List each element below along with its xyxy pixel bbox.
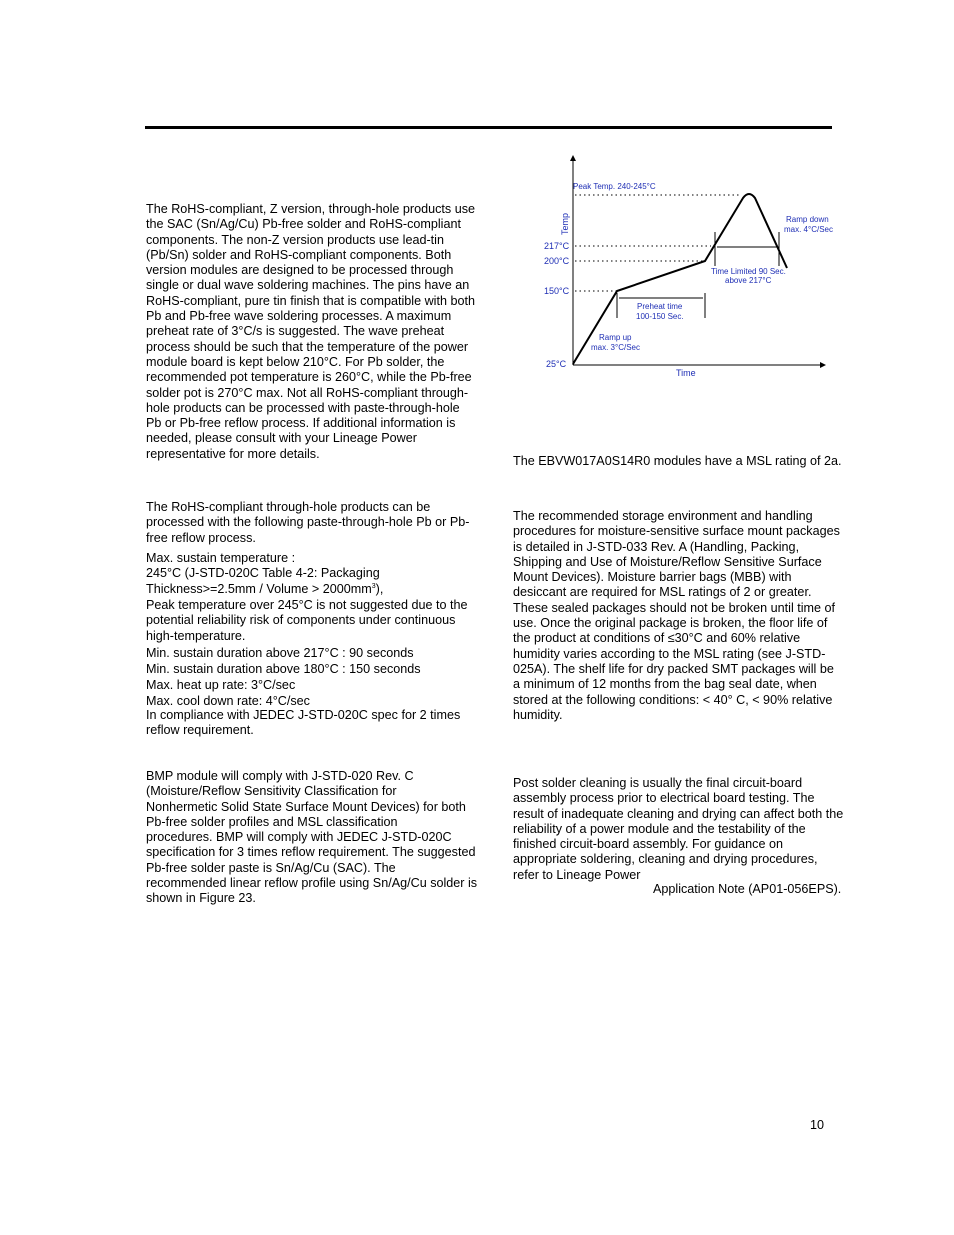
through-hole-paragraph bbox=[146, 202, 475, 462]
text-line: representative for more details. bbox=[146, 446, 320, 461]
jedec-note bbox=[146, 708, 460, 739]
text-line: shown in Figure 23. bbox=[146, 891, 256, 906]
text-line: The RoHS-compliant through-hole products can be bbox=[146, 500, 431, 514]
t150-label: 150°C bbox=[544, 286, 570, 296]
spec-list bbox=[146, 645, 421, 709]
text-line: recommended linear reflow profile using Sn/Ag/Cu solder is bbox=[146, 876, 478, 891]
text-line: finished circuit-board assembly. For guidance on bbox=[513, 837, 783, 852]
text-line: high-temperature. bbox=[146, 628, 246, 643]
text-line: Mount Devices). Moisture barrier bags (MBB) with bbox=[513, 570, 792, 585]
text-line: Shipping and Use of Moisture/Reflow Sensitive Surface bbox=[513, 554, 822, 569]
text-line: processed with the following paste-through-hole Pb or Pb- bbox=[146, 515, 470, 530]
text-line: use. Once the original package is broken, the floor life of bbox=[513, 616, 828, 631]
text-line: procedures for moisture-sensitive surface mount packages bbox=[513, 524, 840, 539]
sustain-value-line1: 245°C (J-STD-020C Table 4-2: Packaging bbox=[146, 566, 380, 581]
text-line: Pb or Pb-free reflow process. If additional information is bbox=[146, 416, 456, 431]
text-line: The RoHS-compliant, Z version, through-hole products use bbox=[146, 202, 475, 216]
spec-180: Min. sustain duration above 180°C : 150 seconds bbox=[146, 662, 421, 676]
msl-rating-paragraph: The EBVW017A0S14R0 modules have a MSL rating of 2a. bbox=[513, 454, 842, 468]
text-line: the SAC (Sn/Ag/Cu) Pb-free solder and RoHS-compliant bbox=[146, 217, 461, 232]
text-line: These sealed packages should not be broken until time of bbox=[513, 600, 836, 615]
text-line: Post solder cleaning is usually the final circuit-board bbox=[513, 776, 803, 790]
ramp-up-label-1: Ramp up bbox=[599, 333, 632, 342]
header-rule bbox=[145, 126, 832, 129]
text-line: hole products can be processed with paste-through-hole bbox=[146, 400, 460, 415]
text-line: Peak temperature over 245°C is not suggested due to the bbox=[146, 598, 468, 612]
peak-note bbox=[146, 598, 467, 644]
preheat-label-2: 100-150 Sec. bbox=[636, 312, 684, 321]
text-line: stored at the following conditions: < 40° C, < 90% relative bbox=[513, 692, 833, 707]
text-line: Nonhermetic Solid State Surface Mount Devices) for both bbox=[146, 799, 466, 814]
spec-heat: Max. heat up rate: 3°C/sec bbox=[146, 678, 296, 692]
bmp-paragraph bbox=[146, 769, 477, 907]
text-line: version modules are designed to be processed through bbox=[146, 263, 454, 278]
sustain-value-line2: Thickness>=2.5mm / Volume > $2000mm^3$), bbox=[146, 581, 384, 596]
cleaning-application-note: Application Note (AP01-056EPS). bbox=[653, 882, 842, 896]
text-line: (Pb/Sn) solder and RoHS-compliant components. Both bbox=[146, 247, 452, 262]
reflow-profile-figure bbox=[535, 150, 845, 382]
peak-temp-label: Peak Temp. 240-245°C bbox=[573, 182, 656, 191]
text-line: potential reliability risk of components under continuous bbox=[146, 613, 456, 628]
text-line: The recommended storage environment and handling bbox=[513, 509, 813, 523]
text-line: In compliance with JEDEC J-STD-020C spec for 2 times bbox=[146, 708, 461, 722]
text-line: BMP module will comply with J-STD-020 Rev. C bbox=[146, 769, 414, 783]
text-line: needed, please consult with your Lineage Power bbox=[146, 431, 417, 446]
spec-217: Min. sustain duration above 217°C : 90 seconds bbox=[146, 646, 414, 660]
paste-reflow-paragraph bbox=[146, 500, 469, 546]
text-line: result of inadequate cleaning and drying can affect both the bbox=[513, 806, 844, 821]
text-line: Pb-free solder profiles and MSL classification bbox=[146, 814, 398, 829]
text-line: Pb-free solder paste is Sn/Ag/Cu (SAC). The bbox=[146, 860, 396, 875]
text-line: solder pot is 270°C max. Not all RoHS-compliant through- bbox=[146, 385, 469, 400]
text-line: process should be such that the temperature of the power bbox=[146, 339, 469, 354]
t200-label: 200°C bbox=[544, 256, 570, 266]
t217-label: 217°C bbox=[544, 241, 570, 251]
text-line: free reflow process. bbox=[146, 530, 256, 545]
x-axis-label: Time bbox=[676, 368, 696, 378]
text-line: specification for 3 times reflow requirement. The suggested bbox=[146, 845, 476, 860]
text-line: is detailed in J-STD-033 Rev. A (Handling, Packing, bbox=[513, 539, 800, 554]
text-line: reflow requirement. bbox=[146, 723, 254, 738]
y-axis-label: Temp bbox=[560, 212, 570, 235]
text-line: appropriate soldering, cleaning and drying procedures, bbox=[513, 852, 818, 867]
text-line: preheat rate of 3°C/s is suggested. The wave preheat bbox=[146, 324, 445, 339]
time-limited-label-1: Time Limited 90 Sec. bbox=[711, 267, 786, 276]
preheat-label-1: Preheat time bbox=[637, 302, 683, 311]
ramp-down-label-2: max. 4°C/Sec bbox=[784, 225, 833, 234]
text-line: components. The non-Z version products use lead-tin bbox=[146, 232, 444, 247]
text-line: desiccant are required for MSL ratings of 2 or greater. bbox=[513, 585, 812, 600]
text-line: assembly process prior to electrical board testing. The bbox=[513, 791, 815, 806]
t25-label: 25°C bbox=[546, 359, 567, 369]
page-number: 10 bbox=[810, 1118, 825, 1132]
storage-paragraph bbox=[513, 509, 840, 723]
text-line: procedures. BMP will comply with JEDEC J-STD-020C bbox=[146, 830, 452, 845]
text-line: (Moisture/Reflow Sensitivity Classification for bbox=[146, 784, 397, 799]
ramp-up-label-2: max. 3°C/Sec bbox=[591, 343, 640, 352]
text-line: humidity varies according to the MSL rating (see J-STD- bbox=[513, 646, 826, 661]
text-line: reliability of a power module and the testability of the bbox=[513, 821, 806, 836]
text-line: a minimum of 12 months from the bag seal date, when bbox=[513, 677, 817, 692]
text-line: refer to Lineage Power bbox=[513, 867, 641, 882]
cleaning-paragraph bbox=[513, 776, 843, 883]
text-line: single or dual wave soldering machines. The pins have an bbox=[146, 278, 470, 293]
text-line: Pb and Pb-free wave soldering processes. A maximum bbox=[146, 309, 452, 324]
sustain-temperature-block bbox=[146, 551, 383, 597]
text-line: RoHS-compliant, pure tin finish that is compatible with both bbox=[146, 293, 475, 308]
ramp-down-label-1: Ramp down bbox=[786, 215, 829, 224]
text-line: recommended pot temperature is 260°C, while the Pb-free bbox=[146, 370, 472, 385]
spec-cool: Max. cool down rate: 4°C/sec bbox=[146, 694, 310, 708]
text-line: the product at conditions of ≤30°C and 60% relative bbox=[513, 631, 801, 646]
text-line: module board is kept below 210°C. For Pb solder, the bbox=[146, 354, 445, 369]
sustain-label: Max. sustain temperature : bbox=[146, 551, 296, 565]
time-limited-label-2: above 217°C bbox=[725, 276, 772, 285]
text-line: 025A). The shelf life for dry packed SMT packages will be bbox=[513, 661, 834, 676]
text-line: humidity. bbox=[513, 707, 563, 722]
